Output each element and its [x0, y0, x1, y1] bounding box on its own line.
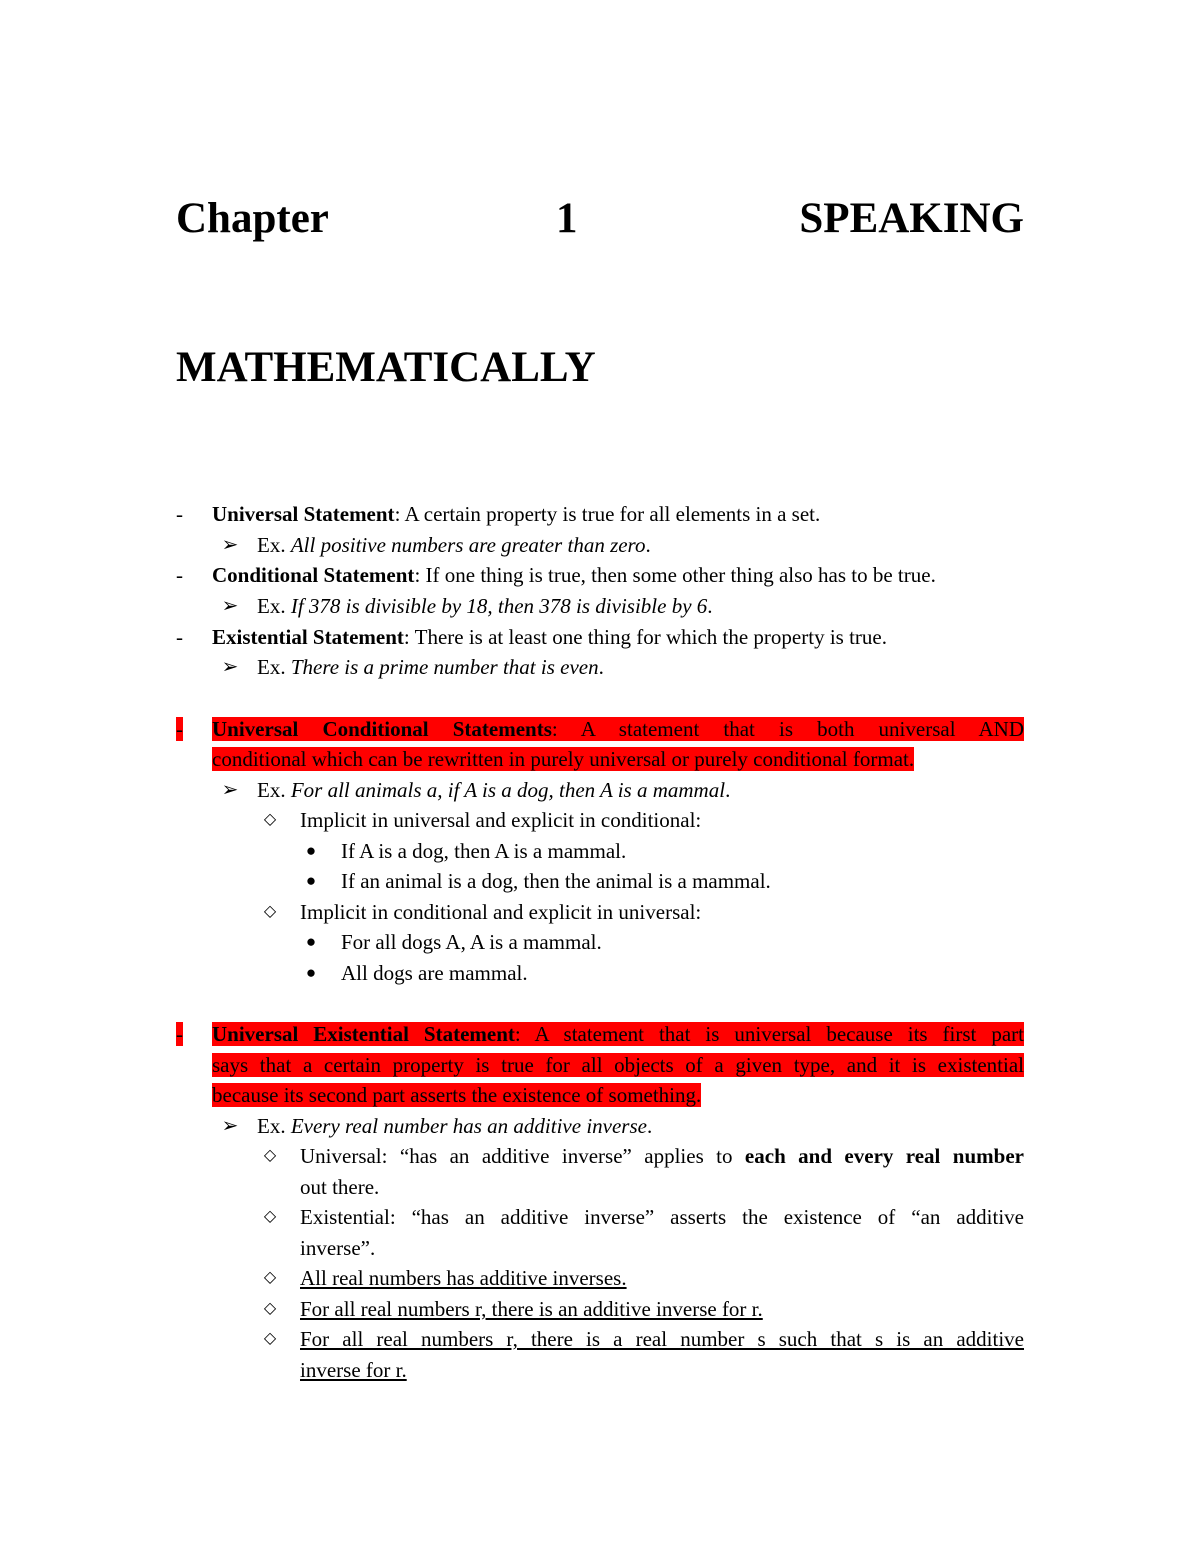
sub-universal-line1 — [300, 1141, 1024, 1171]
arrow-bullet-icon: ➢ — [221, 1115, 239, 1137]
example-conditional — [257, 591, 1024, 621]
def-universal-statement: : A certain property is true for all elements in a set. — [394, 502, 821, 526]
universal-statement-item — [212, 499, 1024, 529]
sub-universal-line2: out there. — [300, 1175, 380, 1199]
sub-existential-line2: inverse”. — [300, 1236, 376, 1260]
sub-item-text: All dogs are mammal. — [341, 961, 528, 985]
ex-text: For all animals a, if A is a dog, then A is a mammal — [290, 778, 726, 802]
ex-text: Every real number has an additive inverse — [290, 1114, 647, 1138]
dash-bullet — [176, 1019, 196, 1049]
universal-existential-line2 — [212, 1050, 1024, 1080]
ex-prefix: Ex. — [257, 1114, 291, 1138]
ex-end: . — [707, 594, 713, 618]
underlined-text: For all real numbers r, there is an additive inverse for r. — [300, 1297, 763, 1321]
term-universal-existential: Universal Existential Statement — [212, 1022, 515, 1046]
ex-end: . — [598, 655, 604, 679]
ex-end: . — [646, 1114, 653, 1138]
def-existential-statement: : There is at least one thing for which the property is true. — [403, 625, 887, 649]
def-conditional-statement: : If one thing is true, then some other thing also has to be true. — [414, 563, 936, 587]
def-universal-existential-line1: : A statement that is universal because its first part — [514, 1022, 1024, 1046]
def-universal-existential-line3: because its second part asserts the existence of something. — [212, 1083, 702, 1107]
sub-underlined-3-line1: For all real numbers r, there is a real number s such that s is an additive — [300, 1327, 1024, 1351]
diamond-bullet-icon: ◇ — [263, 1330, 277, 1347]
term-existential-statement: Existential Statement — [212, 625, 404, 649]
ex-end: . — [645, 533, 651, 557]
diamond-bullet-icon: ◇ — [263, 1269, 277, 1286]
sub-underlined-2 — [300, 1294, 1024, 1324]
dot-bullet-icon: ● — [305, 841, 317, 860]
diamond-bullet-icon: ◇ — [263, 1300, 277, 1317]
sub-implicit-conditional: Implicit in conditional and explicit in universal: — [300, 900, 702, 924]
dash-bullet: - — [176, 563, 183, 587]
dot-bullet-icon: ● — [305, 963, 317, 982]
title-word-speaking: SPEAKING — [799, 195, 1024, 242]
diamond-bullet-icon: ◇ — [263, 1147, 277, 1164]
def-universal-conditional-line2: conditional which can be rewritten in purely universal or purely conditional format. — [212, 747, 915, 771]
def-universal-conditional-line1: : A statement that is both universal AND — [551, 717, 1024, 741]
dot-bullet-icon: ● — [305, 932, 317, 951]
term-universal-conditional: Universal Conditional Statements — [212, 717, 552, 741]
ex-prefix: Ex. — [257, 594, 291, 618]
example-universal-existential — [257, 1111, 1024, 1141]
term-conditional-statement: Conditional Statement — [212, 563, 415, 587]
sub-universal-bold: each and every real number — [744, 1144, 1024, 1168]
example-universal-conditional — [257, 775, 1024, 805]
universal-conditional-line1 — [212, 714, 1024, 744]
sub-implicit-universal: Implicit in universal and explicit in conditional: — [300, 808, 702, 832]
dot-bullet-icon: ● — [305, 871, 317, 890]
universal-existential-line1 — [212, 1019, 1024, 1049]
title-word-mathematically: MATHEMATICALLY — [176, 344, 596, 391]
diamond-bullet-icon: ◇ — [263, 1208, 277, 1225]
ex-prefix: Ex. — [257, 533, 291, 557]
example-existential — [257, 652, 1024, 682]
ex-text: There is a prime number that is even — [290, 655, 599, 679]
sub-existential-line1: Existential: “has an additive inverse” asserts the existence of “an additive — [300, 1205, 1024, 1229]
sub-universal-text: Universal: “has an additive inverse” applies to — [300, 1144, 745, 1168]
sub-item-text: If an animal is a dog, then the animal is a mammal. — [341, 869, 771, 893]
arrow-bullet-icon: ➢ — [221, 534, 239, 556]
sub-underlined-3-line2 — [300, 1355, 1024, 1385]
sub-underlined-1 — [300, 1263, 1024, 1293]
ex-prefix: Ex. — [257, 655, 291, 679]
diamond-bullet-icon: ◇ — [263, 903, 277, 920]
term-universal-statement: Universal Statement — [212, 502, 395, 526]
sub-item-text: If A is a dog, then A is a mammal. — [341, 839, 627, 863]
title-word-number: 1 — [556, 195, 578, 242]
arrow-bullet-icon: ➢ — [221, 779, 239, 801]
ex-prefix: Ex. — [257, 778, 291, 802]
title-word-chapter: Chapter — [176, 195, 329, 242]
ex-text: If 378 is divisible by 18, then 378 is divisible by 6 — [290, 594, 708, 618]
dash-bullet — [176, 714, 196, 744]
ex-text: All positive numbers are greater than zero — [290, 533, 646, 557]
existential-statement-item — [212, 622, 1024, 652]
dash-highlight: - — [176, 1022, 183, 1046]
example-universal — [257, 530, 1024, 560]
def-universal-existential-line2: says that a certain property is true for all objects of a given type, and it is existential — [212, 1053, 1024, 1077]
dash-bullet: - — [176, 502, 183, 526]
conditional-statement-item — [212, 560, 1024, 590]
dash-bullet: - — [176, 625, 183, 649]
underlined-text: inverse for r. — [300, 1358, 407, 1382]
universal-conditional-line2 — [212, 744, 1024, 774]
sub-item-text: For all dogs A, A is a mammal. — [341, 930, 602, 954]
diamond-bullet-icon: ◇ — [263, 811, 277, 828]
underlined-text: All real numbers has additive inverses. — [300, 1266, 627, 1290]
ex-end: . — [725, 778, 731, 802]
arrow-bullet-icon: ➢ — [221, 595, 239, 617]
arrow-bullet-icon: ➢ — [221, 656, 239, 678]
universal-existential-line3 — [212, 1080, 1024, 1110]
dash-highlight: - — [176, 717, 183, 741]
